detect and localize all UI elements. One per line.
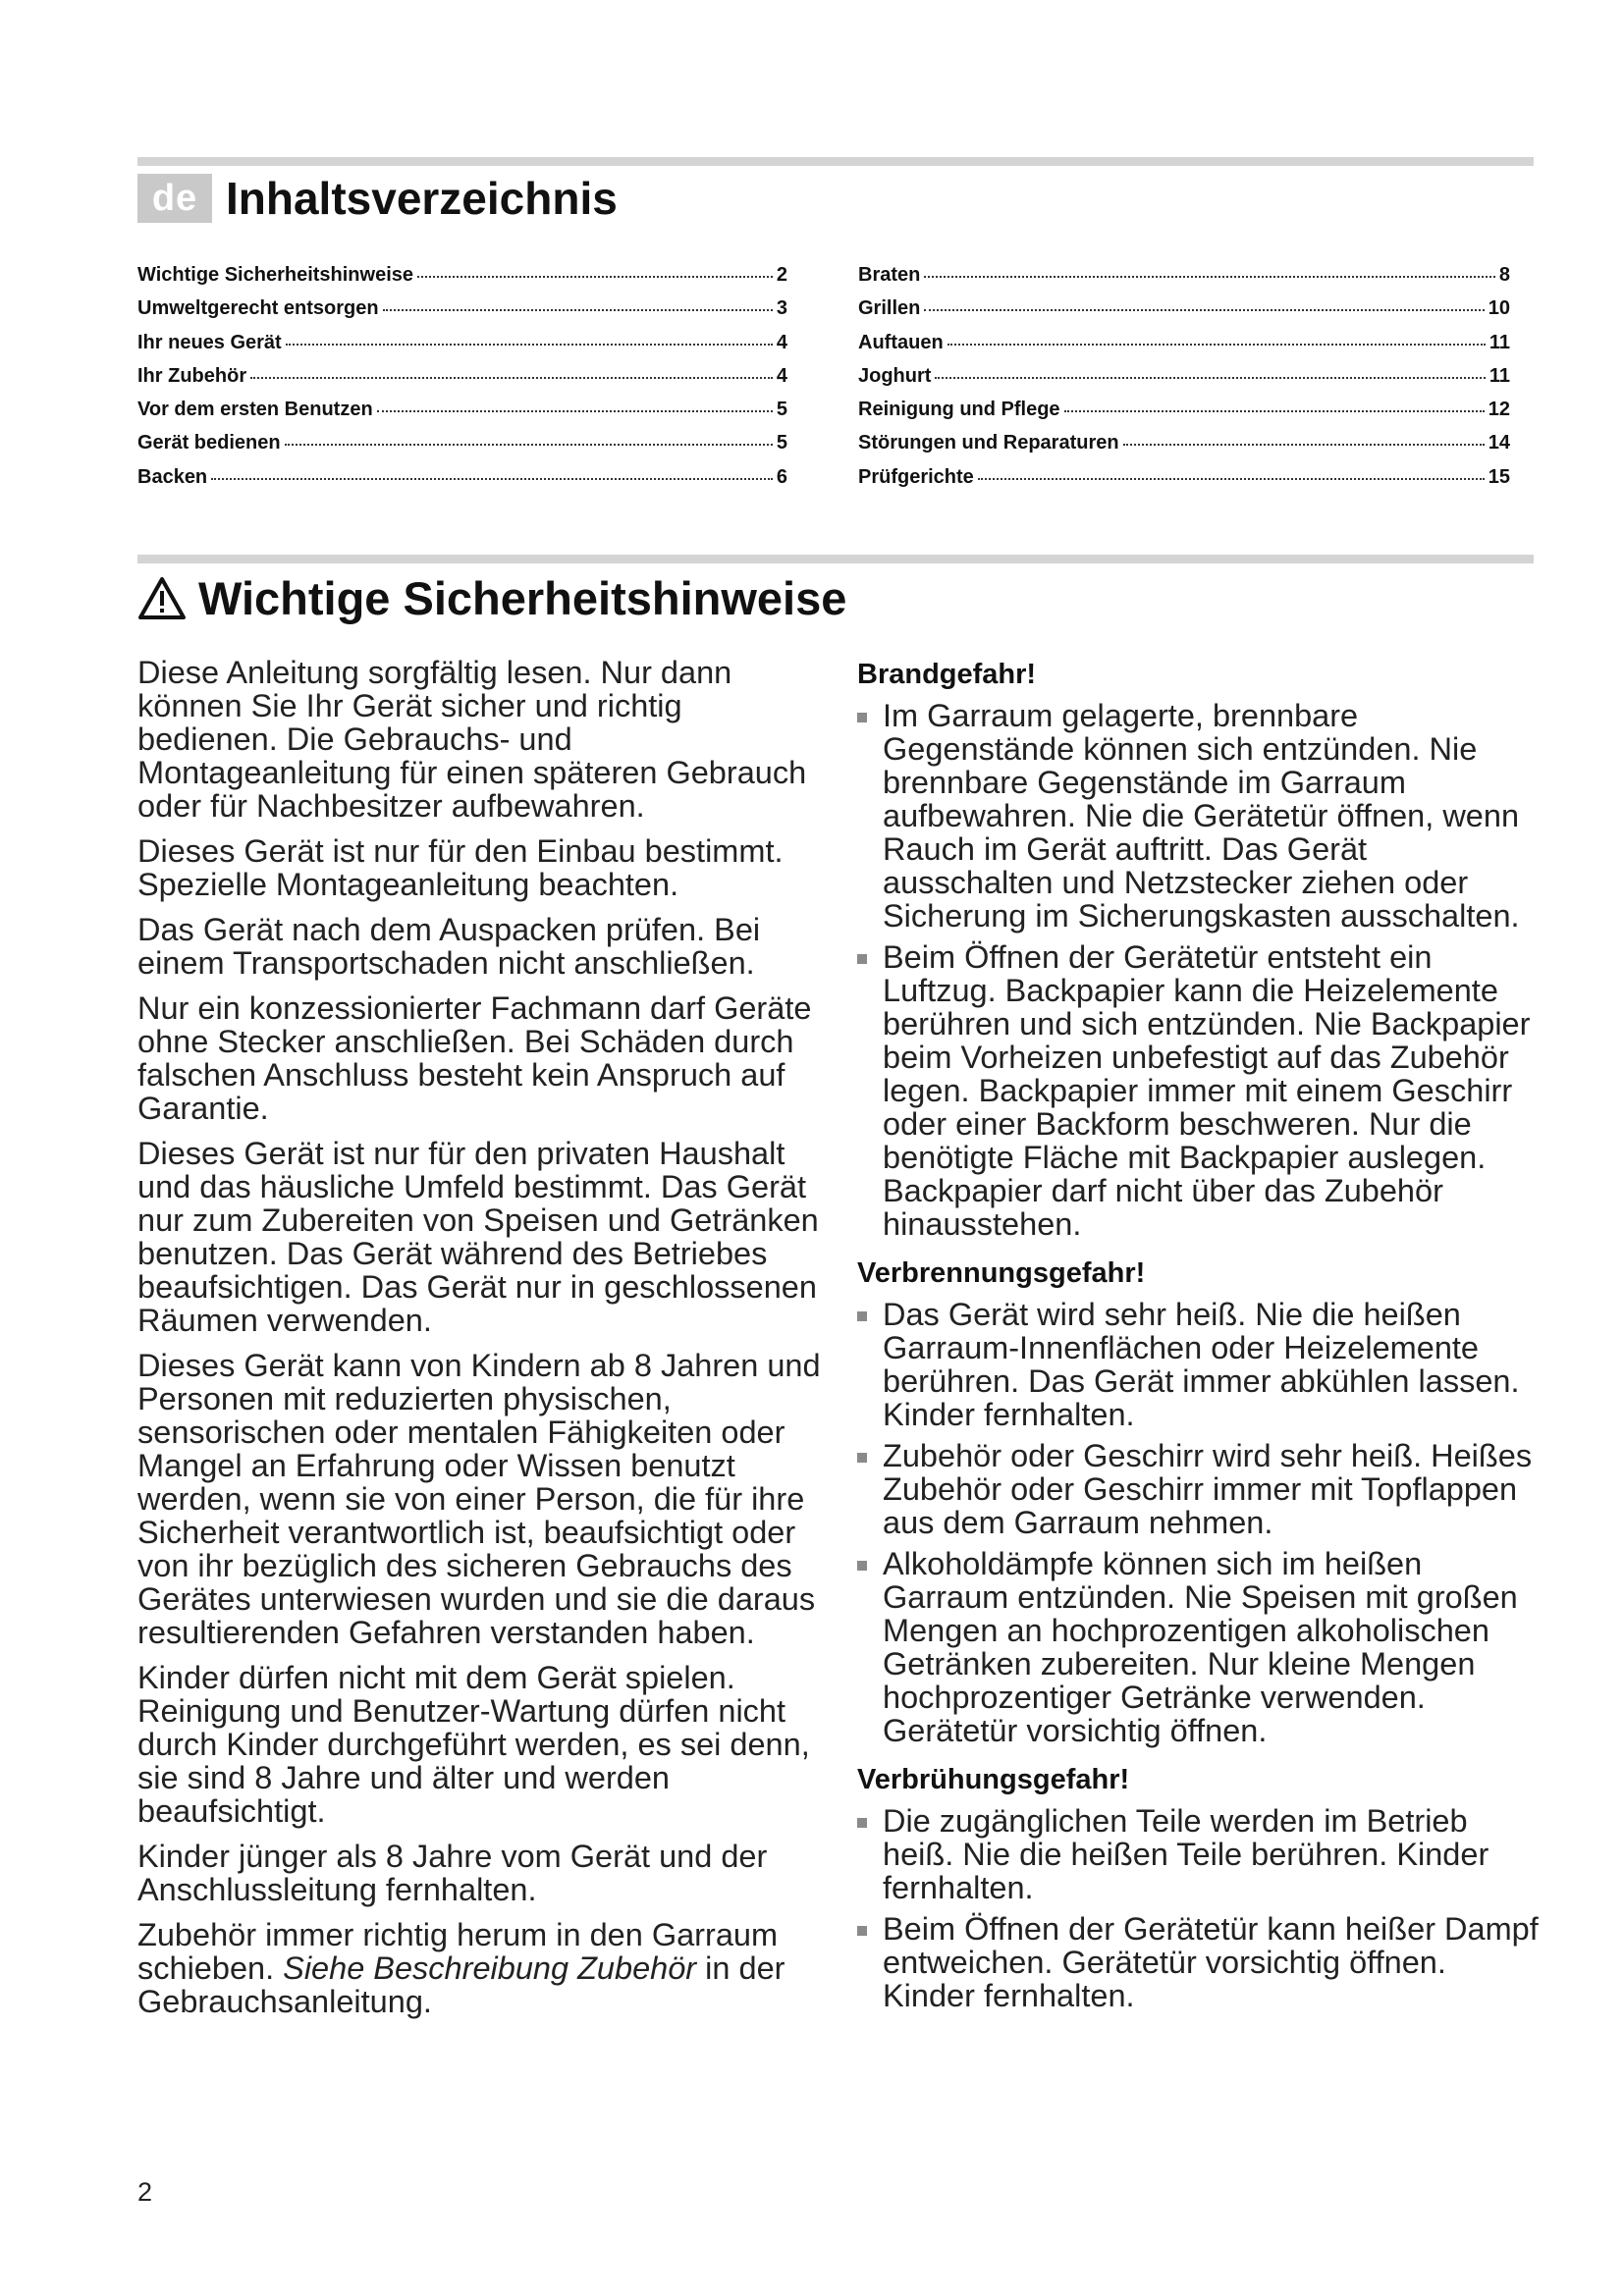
toc-entry[interactable] bbox=[858, 325, 1510, 358]
page-number: 2 bbox=[137, 2177, 153, 2207]
toc-entry-page: 4 bbox=[776, 331, 787, 353]
toc-entry[interactable] bbox=[858, 257, 1510, 291]
toc-entry[interactable] bbox=[137, 425, 787, 458]
toc-entry-page: 10 bbox=[1488, 297, 1510, 320]
toc-entry[interactable] bbox=[858, 392, 1510, 425]
bullet-item: Die zugänglichen Teile werden im Betrieb heiß. Nie die heißen Teile berühren. Kinder fernhalten. bbox=[857, 1804, 1544, 1904]
toc-entry-label: Störungen und Reparaturen bbox=[858, 432, 1119, 454]
toc-entry[interactable] bbox=[858, 425, 1510, 458]
top-divider bbox=[137, 157, 1534, 166]
toc-entry[interactable] bbox=[858, 358, 1510, 392]
hazard-heading-burn: Verbrennungsgefahr! bbox=[857, 1257, 1146, 1289]
paragraph: Diese Anleitung sorgfältig lesen. Nur dann können Sie Ihr Gerät sicher und richtig bedienen. Die Gebrauchs- und Montageanleitung für einen späteren Gebrauch oder für Nachbesitzer aufbewahren. bbox=[137, 655, 807, 824]
paragraph: Kinder jünger als 8 Jahre vom Gerät und der Anschlussleitung fernhalten. bbox=[137, 1839, 768, 1907]
toc-entry-label: Joghurt bbox=[858, 364, 932, 387]
toc-entry-label: Umweltgerecht entsorgen bbox=[137, 297, 379, 320]
paragraph: Kinder dürfen nicht mit dem Gerät spielen. Reinigung und Benutzer-Wartung dürfen nicht durch Kinder durchgeführt werden, es sei denn, sie sind 8 Jahre und älter und werden beaufsichtigt. bbox=[137, 1660, 810, 1829]
toc-entry-label: Prüfgerichte bbox=[858, 465, 974, 488]
toc-entry-label: Vor dem ersten Benutzen bbox=[137, 399, 373, 421]
bullet-item: Beim Öffnen der Gerätetür entsteht ein Luftzug. Backpapier kann die Heizelemente berühren und sich entzünden. Nie Backpapier beim Vorheizen unbefestigt auf das Zubehör legen. Backpapier immer mit einem Geschirr oder einer Backform beschweren. Nur die benötigte Fläche mit Backpapier auslegen. Backpapier darf nicht über das Zubehör hinausstehen. bbox=[857, 940, 1544, 1241]
toc-entry-page: 5 bbox=[776, 432, 787, 454]
toc-entry-label: Backen bbox=[137, 465, 208, 488]
paragraph: Das Gerät nach dem Auspacken prüfen. Bei einem Transportschaden nicht anschließen. bbox=[137, 912, 761, 981]
toc-entry[interactable] bbox=[137, 358, 787, 392]
toc-entry-page: 15 bbox=[1488, 465, 1510, 488]
section-title: Wichtige Sicherheitshinweise bbox=[198, 571, 847, 624]
toc-entry[interactable] bbox=[137, 459, 787, 493]
toc-entry-page: 8 bbox=[1498, 264, 1510, 286]
toc-entry[interactable] bbox=[137, 291, 787, 324]
toc-entry[interactable] bbox=[137, 257, 787, 291]
toc-entry-label: Reinigung und Pflege bbox=[858, 399, 1060, 421]
bullet-item: Im Garraum gelagerte, brennbare Gegenstände können sich entzünden. Nie brennbare Gegenstände im Garraum aufbewahren. Nie die Gerätetür öffnen, wenn Rauch im Gerät auftritt. Das Gerät ausschalten und Netzstecker ziehen oder Sicherung im Sicherungskasten ausschalten. bbox=[857, 699, 1544, 933]
paragraph: Dieses Gerät kann von Kindern ab 8 Jahren und Personen mit reduzierten physischen, sensorischen oder mentalen Fähigkeiten oder Mangel an Erfahrung oder Wissen benutzt werden, wenn sie von einer Person, die für ihre Sicherheit verantwortlich ist, beaufsichtigt oder von ihr bezüglich des sicheren Gebrauchs des Gerätes unterwiesen wurden und sie die daraus resultierenden Gefahren verstanden haben. bbox=[137, 1348, 821, 1650]
toc-title: Inhaltsverzeichnis bbox=[226, 173, 618, 224]
hazard-heading-scald: Verbrühungsgefahr! bbox=[857, 1764, 1130, 1795]
toc-entry-label: Auftauen bbox=[858, 331, 944, 353]
toc-entry-label: Ihr Zubehör bbox=[137, 364, 247, 387]
warning-triangle-icon bbox=[137, 575, 187, 620]
paragraph bbox=[137, 1918, 825, 2018]
cross-reference: Siehe Beschreibung Zubehör bbox=[283, 1950, 697, 1986]
toc-column-right bbox=[858, 257, 1510, 493]
safety-text-left-column bbox=[137, 656, 825, 2030]
toc-entry[interactable] bbox=[858, 291, 1510, 324]
safety-text-right-column bbox=[857, 656, 1544, 2020]
toc-entry-label: Grillen bbox=[858, 297, 921, 320]
toc-entry[interactable] bbox=[137, 392, 787, 425]
toc-entry-page: 11 bbox=[1489, 364, 1510, 387]
section-header bbox=[137, 567, 846, 628]
toc-entry-label: Ihr neues Gerät bbox=[137, 331, 282, 353]
toc-entry-page: 14 bbox=[1488, 432, 1510, 454]
paragraph: Dieses Gerät ist nur für den privaten Haushalt und das häusliche Umfeld bestimmt. Das Gerät nur zum Zubereiten von Speisen und Getränken benutzen. Das Gerät während des Betriebes beaufsichtigen. Das Gerät nur in geschlossenen Räumen verwenden. bbox=[137, 1136, 819, 1338]
paragraph: Dieses Gerät ist nur für den Einbau bestimmt. Spezielle Montageanleitung beachten. bbox=[137, 833, 784, 902]
language-badge: de bbox=[137, 174, 212, 223]
toc-entry-page: 4 bbox=[776, 364, 787, 387]
toc-entry-label: Wichtige Sicherheitshinweise bbox=[137, 264, 414, 286]
paragraph: Nur ein konzessionierter Fachmann darf Geräte ohne Stecker anschließen. Bei Schäden durch falschen Anschluss besteht kein Anspruch auf Garantie. bbox=[137, 990, 812, 1126]
bullet-item: Beim Öffnen der Gerätetür kann heißer Dampf entweichen. Gerätetür vorsichtig öffnen. Kinder fernhalten. bbox=[857, 1912, 1544, 2012]
paragraph-text: in der Gebrauchsanleitung. bbox=[137, 1950, 785, 2019]
hazard-heading-fire: Brandgefahr! bbox=[857, 659, 1037, 690]
toc-entry-page: 2 bbox=[776, 264, 787, 286]
bullet-item: Das Gerät wird sehr heiß. Nie die heißen Garraum-Innenflächen oder Heizelemente berühren. Das Gerät immer abkühlen lassen. Kinder fernhalten. bbox=[857, 1298, 1544, 1431]
toc-entry-page: 12 bbox=[1488, 399, 1510, 421]
toc-entry[interactable] bbox=[137, 325, 787, 358]
paragraph-text: Zubehör immer richtig herum in den Garraum schieben. bbox=[137, 1917, 779, 1986]
toc-column-left bbox=[137, 257, 787, 493]
bullet-item: Alkoholdämpfe können sich im heißen Garraum entzünden. Nie Speisen mit großen Mengen an hochprozentigen alkoholischen Getränken zubereiten. Nur kleine Mengen hochprozentiger Getränke verwenden. Gerätetür vorsichtig öffnen. bbox=[857, 1547, 1544, 1747]
toc-entry-page: 5 bbox=[776, 399, 787, 421]
section-divider bbox=[137, 555, 1534, 563]
toc-entry[interactable] bbox=[858, 459, 1510, 493]
toc-entry-page: 3 bbox=[776, 297, 787, 320]
toc-entry-page: 11 bbox=[1489, 331, 1510, 353]
toc-entry-label: Gerät bedienen bbox=[137, 432, 281, 454]
bullet-item: Zubehör oder Geschirr wird sehr heiß. Heißes Zubehör oder Geschirr immer mit Topflappen aus dem Garraum nehmen. bbox=[857, 1439, 1544, 1539]
toc-entry-label: Braten bbox=[858, 264, 921, 286]
toc-header bbox=[137, 173, 618, 224]
toc-entry-page: 6 bbox=[776, 465, 787, 488]
